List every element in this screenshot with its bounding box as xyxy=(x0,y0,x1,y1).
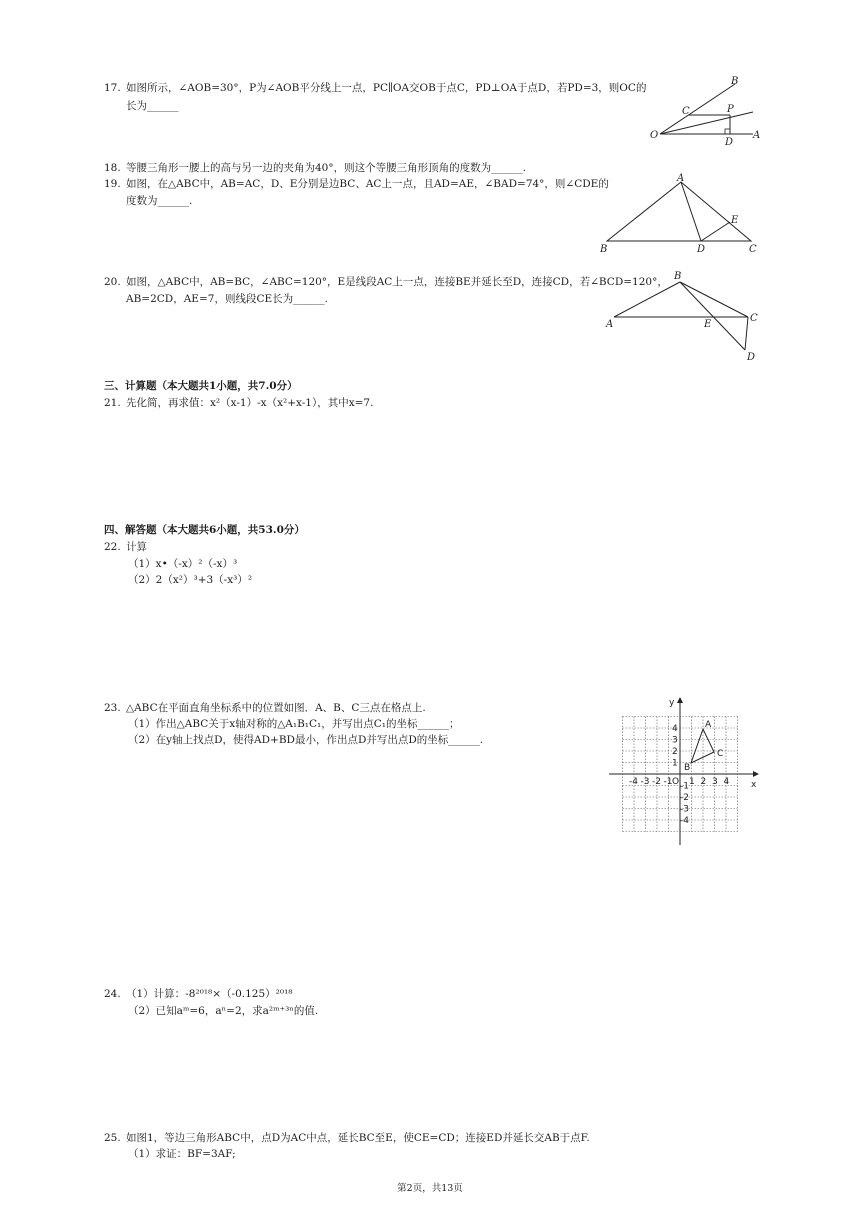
origin-label: O xyxy=(672,777,680,787)
triangle-abc xyxy=(691,729,714,763)
x-tick-label: -1 xyxy=(663,777,673,787)
q23-part1: （1）作出△ABC关于x轴对称的△A₁B₁C₁，并写出点C₁的坐标______； xyxy=(128,718,460,730)
x-tick-label: 2 xyxy=(700,777,707,787)
y-tick-label: 2 xyxy=(672,747,678,757)
q24-part2: （2）已知aᵐ=6，aⁿ=2，求a²ᵐ⁺³ⁿ的值. xyxy=(128,1005,319,1017)
label-c: C xyxy=(682,106,690,117)
segment-bd xyxy=(680,282,745,350)
q20-line1: 20. 如图，△ABC中，AB=BC，∠ABC=120°，E是线段AC上一点，连接BE并延长至D，连接CD，若∠BCD=120°， xyxy=(104,276,668,288)
label-c: C xyxy=(750,313,758,324)
label-d: D xyxy=(697,244,706,255)
q17-line1: 17. 如图所示，∠AOB=30°，P为∠AOB平分线上一点，PC∥OA交OB于点C，PD⊥OA于点D，若PD=3，则OC的 xyxy=(104,82,647,94)
section3-heading: 三、计算题（本大题共1小题，共7.0分） xyxy=(104,380,298,392)
q22-part2: （2）2（x²）³+3（-x³）² xyxy=(128,574,253,586)
x-tick-label: -4 xyxy=(629,777,638,787)
y-tick-label: -1 xyxy=(680,781,689,792)
q19-line1: 19. 如图，在△ABC中，AB=AC，D、E分别是边BC、AC上一点，且AD=AE，∠BAD=74°，则∠CDE的 xyxy=(104,178,609,190)
label-o: O xyxy=(650,130,659,141)
segment-ab xyxy=(614,282,680,317)
label-a: A xyxy=(677,173,685,184)
segment-de xyxy=(701,222,730,241)
point-b-label: B xyxy=(684,763,691,773)
label-a: A xyxy=(606,319,614,330)
label-c: C xyxy=(749,244,757,255)
y-axis-label: y xyxy=(669,698,675,708)
x-axis-label: x xyxy=(751,780,757,790)
q23-coordinate-grid xyxy=(605,695,765,850)
q22-line1: 22. 计算 xyxy=(104,541,147,553)
ray-ob xyxy=(660,84,735,134)
x-axis-arrow xyxy=(753,771,759,777)
label-d: D xyxy=(725,137,734,148)
page-footer: 第2页，共13页 xyxy=(397,1183,463,1194)
y-axis-arrow xyxy=(677,697,683,703)
q17-line2: 长为______ xyxy=(126,100,179,112)
q22-number: 22. xyxy=(104,541,121,553)
label-e: E xyxy=(731,215,739,226)
point-c-label: C xyxy=(717,749,724,759)
q19-figure xyxy=(595,172,765,258)
q20-figure xyxy=(600,268,765,364)
q19-number: 19. xyxy=(104,178,121,190)
x-tick-label: -2 xyxy=(652,777,661,787)
right-angle-mark xyxy=(725,129,730,134)
point-a-label: A xyxy=(705,720,712,730)
q20-line2: AB=2CD，AE=7，则线段CE长为______. xyxy=(126,293,328,305)
label-a: A xyxy=(753,130,761,141)
y-tick-label: 4 xyxy=(672,724,678,734)
x-tick-label: -3 xyxy=(640,777,650,787)
label-d: D xyxy=(747,352,756,363)
y-tick-label: 3 xyxy=(672,735,678,746)
y-tick-label: -4 xyxy=(680,816,689,826)
q23-line1: 23. △ABC在平面直角坐标系中的位置如图．A、B、C三点在格点上. xyxy=(104,702,426,714)
triangle-abc xyxy=(607,182,751,241)
q24-number: 24. xyxy=(104,988,121,1000)
label-p: P xyxy=(727,104,734,115)
q21-number: 21. xyxy=(104,397,121,409)
q17-figure xyxy=(645,72,765,150)
y-tick-label: -2 xyxy=(680,793,689,803)
q20-number: 20. xyxy=(104,276,121,288)
section4-heading: 四、解答题（本大题共6小题，共53.0分） xyxy=(104,524,305,536)
x-tick-label: 1 xyxy=(689,777,695,787)
label-b: B xyxy=(600,244,608,255)
segment-cd xyxy=(745,317,748,350)
q21-line1: 21. 先化简，再求值：x²（x-1）-x（x²+x-1），其中x=7. xyxy=(104,397,374,409)
q25-line1: 25. 如图1，等边三角形ABC中，点D为AC中点，延长BC至E，使CE=CD；连接ED并延长交AB于点F. xyxy=(104,1132,590,1144)
q18-number: 18. xyxy=(104,162,121,174)
q25-part1: （1）求证：BF=3AF; xyxy=(128,1148,236,1160)
x-tick-label: 3 xyxy=(712,777,718,787)
y-tick-label: -3 xyxy=(680,804,689,815)
segment-bc xyxy=(680,282,748,317)
q17-number: 17. xyxy=(104,82,121,94)
label-b: B xyxy=(674,271,682,282)
q22-part1: （1）x•（-x）²（-x）³ xyxy=(128,558,238,570)
q23-part2: （2）在y轴上找点D，使得AD+BD最小，作出点D并写出点D的坐标______. xyxy=(128,734,484,746)
q25-number: 25. xyxy=(104,1132,121,1144)
label-e: E xyxy=(704,319,712,330)
q19-line2: 度数为______. xyxy=(126,195,193,207)
label-b: B xyxy=(731,76,739,87)
q18-line1: 18. 等腰三角形一腰上的高与另一边的夹角为40°，则这个等腰三角形顶角的度数为______. xyxy=(104,162,526,174)
y-tick-label: 1 xyxy=(672,758,678,769)
x-tick-label: 4 xyxy=(723,777,730,787)
q23-number: 23. xyxy=(104,702,121,714)
q24-part1: 24. （1）计算：-8²⁰¹⁸×（-0.125）²⁰¹⁸ xyxy=(104,988,293,1000)
